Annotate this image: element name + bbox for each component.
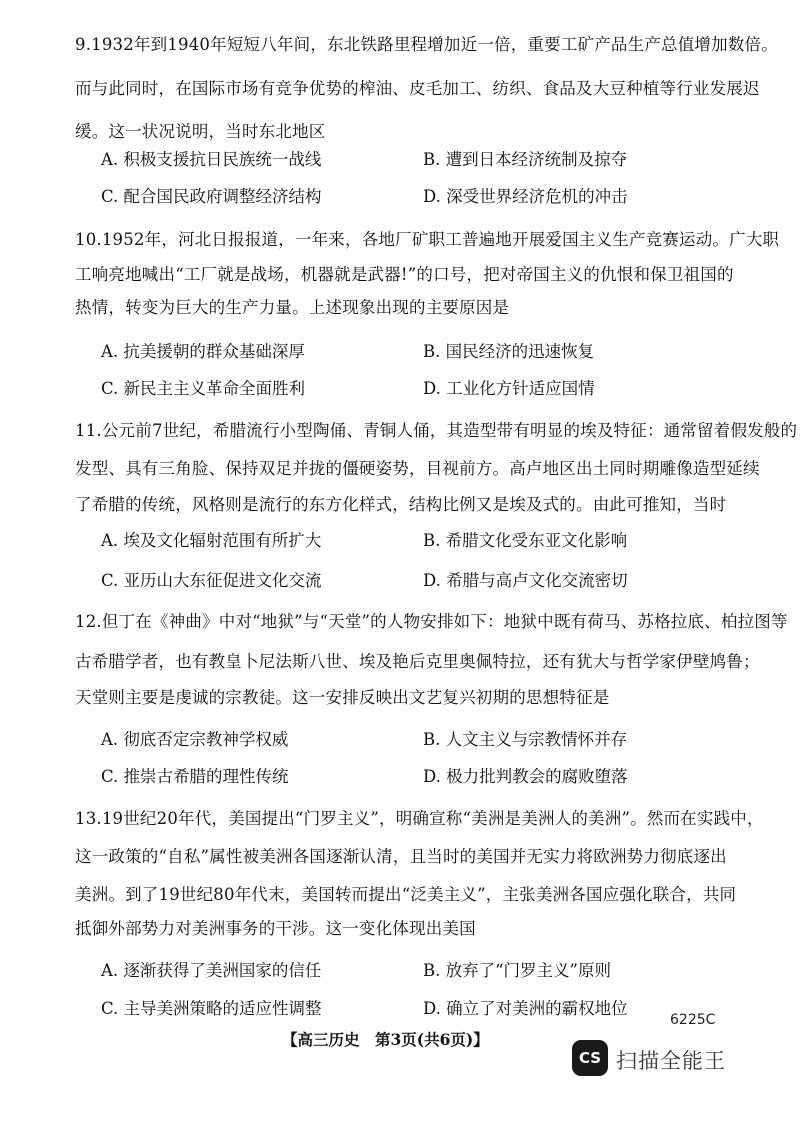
option-c: C. 推崇古希腊的理性传统 [101, 767, 289, 786]
question-text-line: 13.19世纪20年代，美国提出“门罗主义”，明确宣称“美洲是美洲人的美洲”。然而在实践中， [75, 809, 764, 828]
question-text-line: 工响亮地喊出“工厂就是战场，机器就是武器!”的口号，把对帝国主义的仇恨和保卫祖国的 [75, 265, 734, 284]
option-b: B. 放弃了“门罗主义”原则 [423, 961, 611, 980]
option-c: C. 新民主主义革命全面胜利 [101, 379, 306, 398]
question-text-line: 发型、具有三角脸、保持双足并拢的僵硬姿势，目视前方。高卢地区出土同时期雕像造型延续 [75, 459, 760, 478]
option-b: B. 希腊文化受东亚文化影响 [423, 531, 628, 550]
option-b: B. 国民经济的迅速恢复 [423, 342, 595, 361]
question-text-line: 古希腊学者，也有教皇卜尼法斯八世、埃及艳后克里奥佩特拉，还有犹大与哲学家伊壁鸠鲁； [75, 652, 760, 671]
question-text-line: 缓。这一状况说明，当时东北地区 [75, 122, 326, 141]
option-d: D. 深受世界经济危机的冲击 [423, 187, 628, 206]
page-footer: 【高三历史 第3页(共6页)】 [282, 1030, 489, 1049]
option-a: A. 逐渐获得了美洲国家的信任 [101, 961, 322, 980]
question-text-line: 而与此同时，在国际市场有竞争优势的榨油、皮毛加工、纺织、食品及大豆种植等行业发展迟 [75, 79, 760, 98]
logo-label: CS [578, 1049, 602, 1067]
option-a: A. 彻底否定宗教神学权威 [101, 730, 289, 749]
option-c: C. 配合国民政府调整经济结构 [101, 187, 322, 206]
exam-code: 6225C [670, 1012, 716, 1028]
camscanner-logo-icon [572, 1040, 608, 1076]
option-c: C. 主导美洲策略的适应性调整 [101, 999, 322, 1018]
option-a: A. 抗美援朝的群众基础深厚 [101, 342, 305, 361]
option-c: C. 亚历山大东征促进文化交流 [101, 571, 322, 590]
question-text-line: 11.公元前7世纪，希腊流行小型陶俑、青铜人俑，其造型带有明显的埃及特征：通常留着假发般的 [75, 421, 798, 440]
question-text-line: 10.1952年，河北日报报道，一年来，各地厂矿职工普遍地开展爱国主义生产竞赛运动。广大职 [75, 230, 780, 249]
option-d: D. 极力批判教会的腐败堕落 [423, 767, 628, 786]
question-text-line: 抵御外部势力对美洲事务的干涉。这一变化体现出美国 [75, 919, 476, 938]
option-b: B. 人文主义与宗教情怀并存 [423, 730, 628, 749]
question-text-line: 了希腊的传统，风格则是流行的东方化样式，结构比例又是埃及式的。由此可推知，当时 [75, 495, 727, 514]
option-a: A. 积极支援抗日民族统一战线 [101, 150, 322, 169]
question-text-line: 美洲。到了19世纪80年代末，美国转而提出“泛美主义”，主张美洲各国应强化联合，共同 [75, 885, 737, 904]
option-b: B. 遭到日本经济统制及掠夺 [423, 150, 628, 169]
option-d: D. 希腊与高卢文化交流密切 [423, 571, 628, 590]
watermark-text: 扫描全能王 [616, 1049, 726, 1073]
question-text-line: 热情，转变为巨大的生产力量。上述现象出现的主要原因是 [75, 298, 510, 317]
question-text-line: 这一政策的“自私”属性被美洲各国逐渐认清，且当时的美国并无实力将欧洲势力彻底逐出 [75, 847, 727, 866]
question-text-line: 12.但丁在《神曲》中对“地狱”与“天堂”的人物安排如下：地狱中既有荷马、苏格拉底、柏拉图等 [75, 612, 788, 631]
option-a: A. 埃及文化辐射范围有所扩大 [101, 531, 322, 550]
question-text-line: 天堂则主要是虔诚的宗教徒。这一安排反映出文艺复兴初期的思想特征是 [75, 688, 610, 707]
option-d: D. 确立了对美洲的霸权地位 [423, 999, 628, 1018]
question-text-line: 9.1932年到1940年短短八年间，东北铁路里程增加近一倍，重要工矿产品生产总值增加数倍。 [75, 35, 778, 54]
option-d: D. 工业化方针适应国情 [423, 379, 595, 398]
